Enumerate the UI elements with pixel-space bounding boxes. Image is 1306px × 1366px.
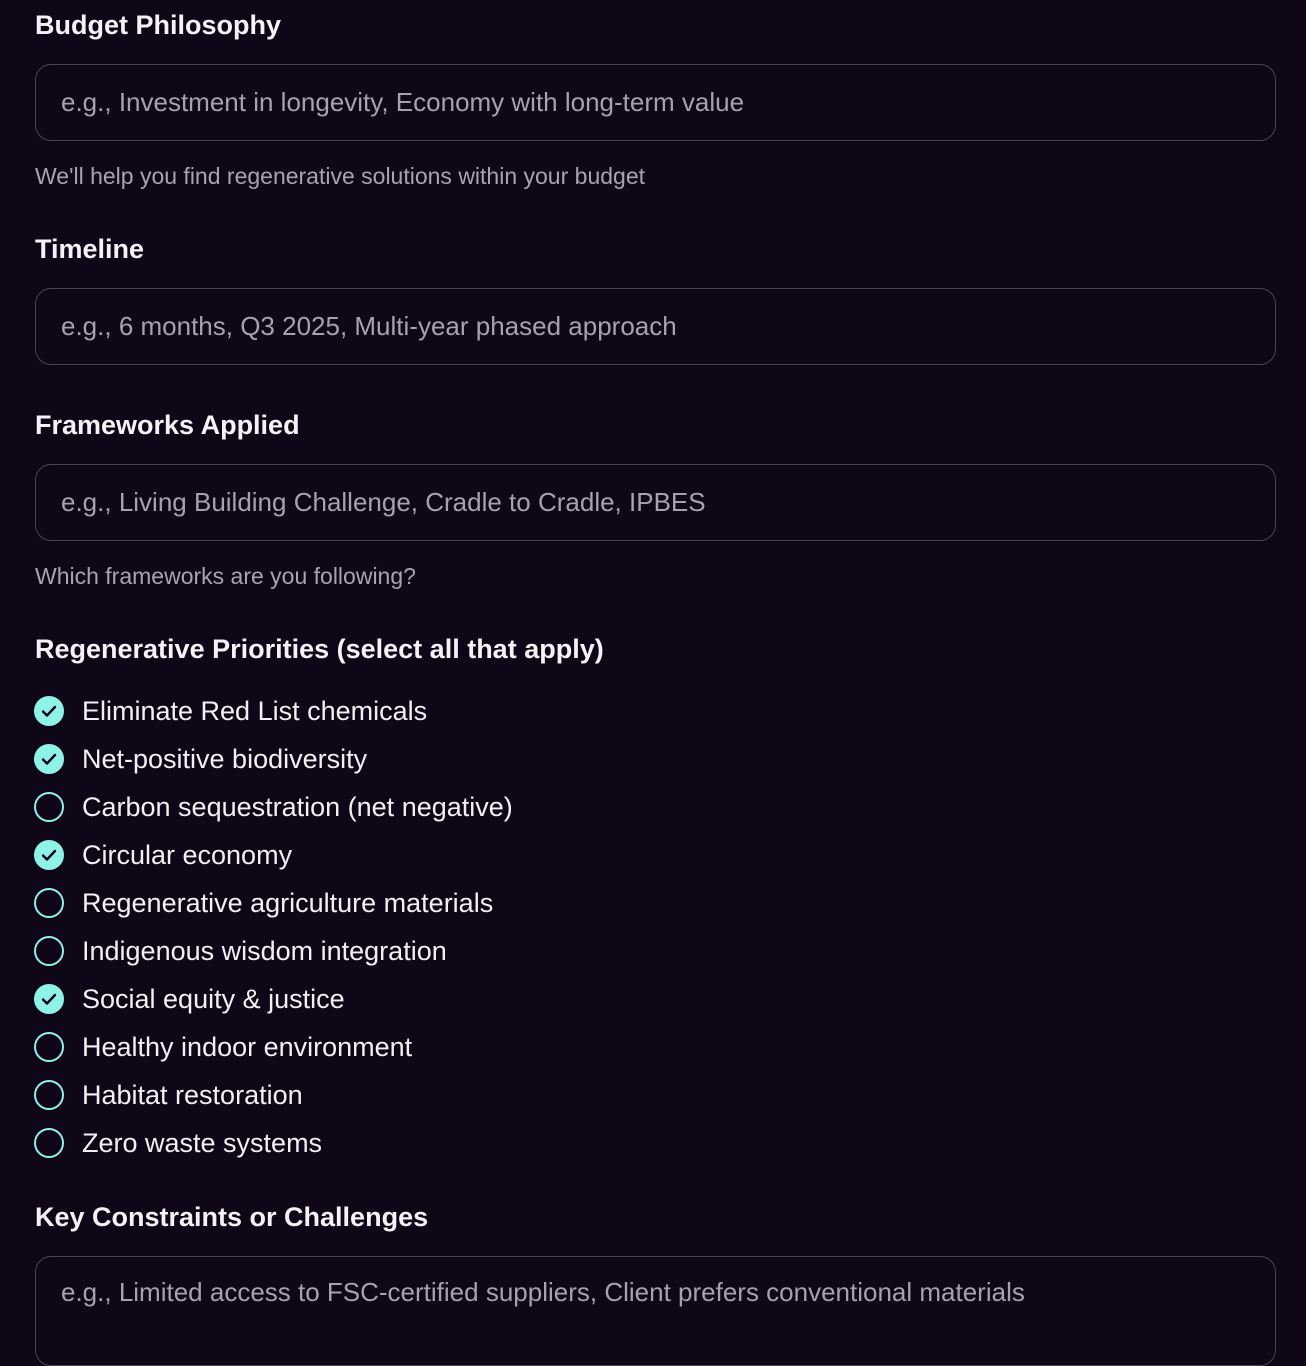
priorities-label: Regenerative Priorities (select all that apply) <box>35 634 604 664</box>
priority-checkbox-item[interactable] <box>34 739 367 779</box>
unchecked-circle-icon[interactable] <box>34 888 64 918</box>
frameworks-help-text: Which frameworks are you following? <box>35 563 416 589</box>
priority-label: Circular economy <box>82 839 293 870</box>
priority-checkbox-item[interactable] <box>34 1123 322 1163</box>
timeline-input[interactable] <box>35 288 1276 365</box>
priority-label: Indigenous wisdom integration <box>82 935 447 966</box>
priority-checkbox-item[interactable] <box>34 787 513 827</box>
frameworks-placeholder: e.g., Living Building Challenge, Cradle to Cradle, IPBES <box>61 487 706 517</box>
unchecked-circle-icon[interactable] <box>34 1032 64 1062</box>
budget-philosophy-label: Budget Philosophy <box>35 10 281 40</box>
checked-circle-icon[interactable] <box>34 696 64 726</box>
timeline-placeholder: e.g., 6 months, Q3 2025, Multi-year phased approach <box>61 311 677 341</box>
priority-label: Net-positive biodiversity <box>82 743 368 774</box>
priority-checkbox-item[interactable] <box>34 979 345 1019</box>
frameworks-input[interactable] <box>35 464 1276 541</box>
frameworks-label: Frameworks Applied <box>35 410 300 440</box>
constraints-label: Key Constraints or Challenges <box>35 1202 429 1232</box>
unchecked-circle-icon[interactable] <box>34 1080 64 1110</box>
budget-philosophy-input[interactable] <box>35 64 1276 141</box>
priority-label: Habitat restoration <box>82 1079 303 1110</box>
budget-help-text: We'll help you find regenerative solutions within your budget <box>35 163 645 189</box>
unchecked-circle-icon[interactable] <box>34 1128 64 1158</box>
priority-checkbox-item[interactable] <box>34 691 427 731</box>
constraints-placeholder: e.g., Limited access to FSC-certified suppliers, Client prefers conventional materials <box>61 1277 1025 1307</box>
checked-circle-icon[interactable] <box>34 840 64 870</box>
priority-label: Eliminate Red List chemicals <box>82 695 428 726</box>
checked-circle-icon[interactable] <box>34 984 64 1014</box>
priority-label: Regenerative agriculture materials <box>82 887 494 918</box>
priority-label: Healthy indoor environment <box>82 1031 413 1062</box>
priority-label: Social equity & justice <box>82 983 345 1014</box>
unchecked-circle-icon[interactable] <box>34 792 64 822</box>
checked-circle-icon[interactable] <box>34 744 64 774</box>
priority-checkbox-item[interactable] <box>34 835 292 875</box>
constraints-input[interactable] <box>35 1256 1276 1366</box>
priority-checkbox-item[interactable] <box>34 1075 303 1115</box>
budget-placeholder: e.g., Investment in longevity, Economy with long-term value <box>61 87 745 117</box>
priority-checkbox-item[interactable] <box>34 931 447 971</box>
priority-checkbox-item[interactable] <box>34 1027 412 1067</box>
unchecked-circle-icon[interactable] <box>34 936 64 966</box>
timeline-label: Timeline <box>35 234 145 264</box>
priority-label: Carbon sequestration (net negative) <box>82 791 513 822</box>
priority-label: Zero waste systems <box>82 1127 323 1158</box>
priority-checkbox-item[interactable] <box>34 883 493 923</box>
